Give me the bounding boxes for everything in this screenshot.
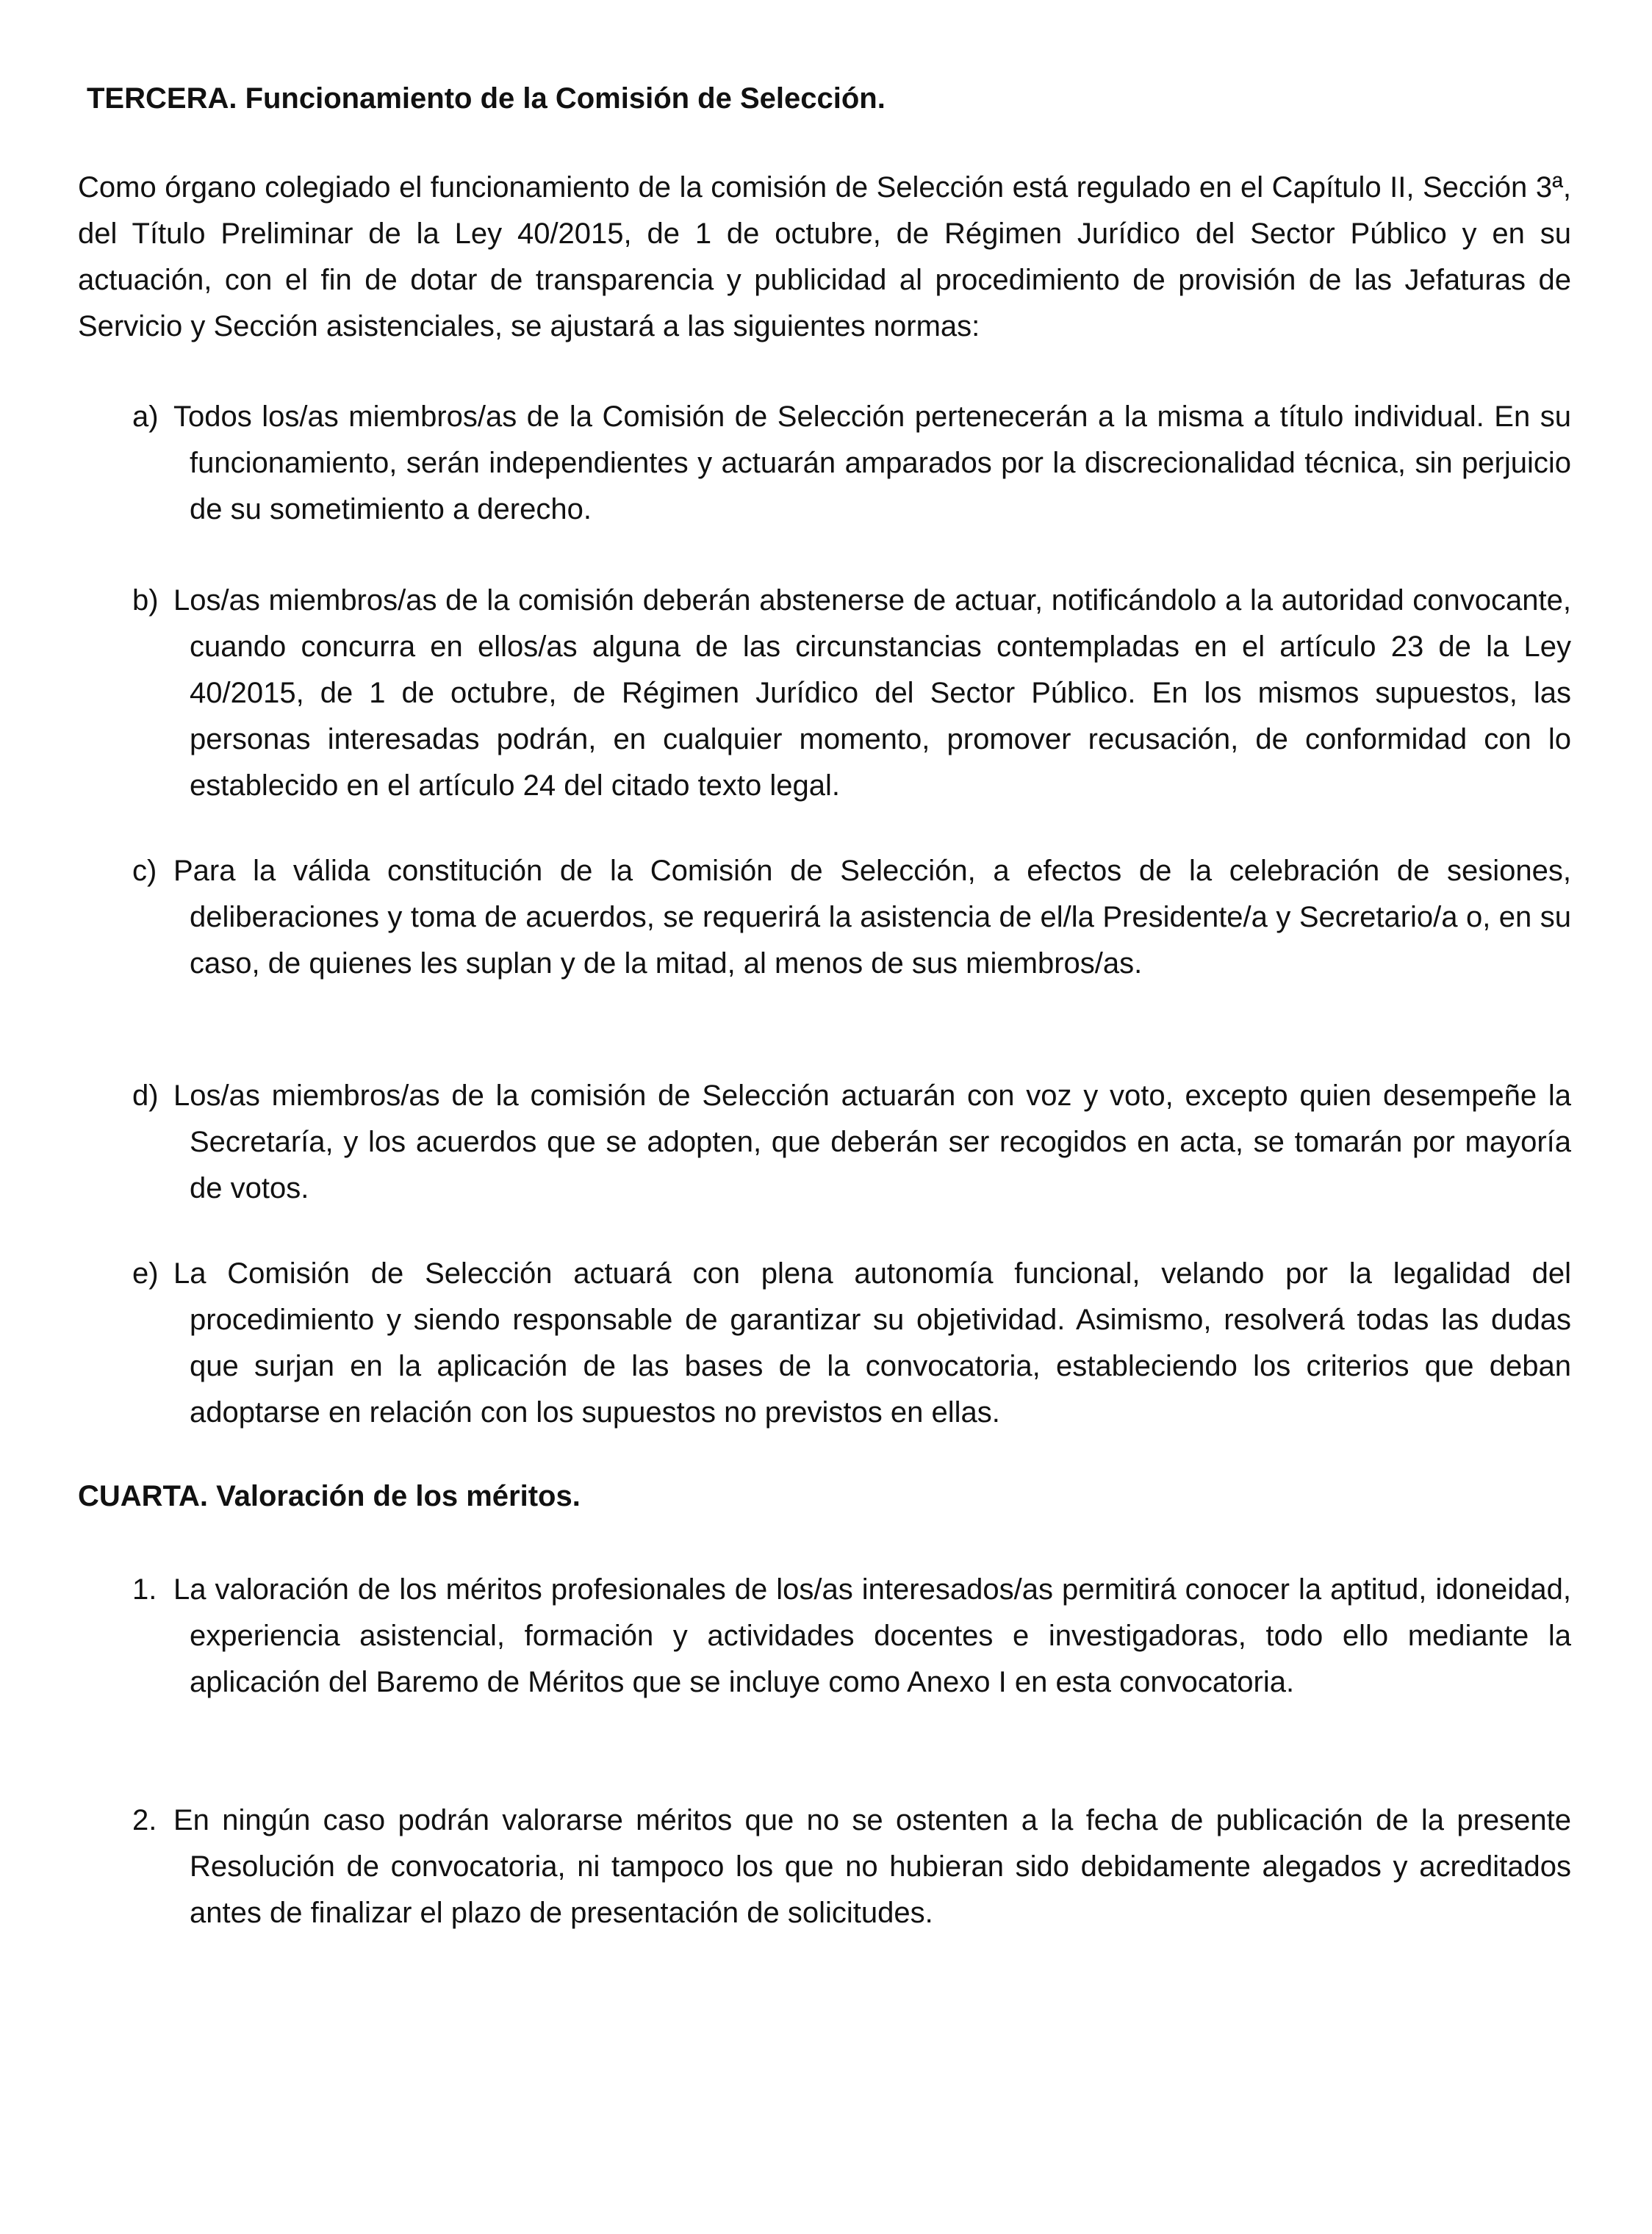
list-item-text: Los/as miembros/as de la comisión deberán abstenerse de actuar, notificándolo a la autoridad convocante, cuando concurra en ellos/as alguna de las circunstancias contempladas en el artículo 23 de la Ley 40/2015, de 1 de octubre, de Régimen Jurídico del Sector Público. En los mismos supuestos, las personas interesadas podrán, en cualquier momento, promover recusación, de conformidad con lo establecido en el artículo 24 del citado texto legal.: [173, 584, 1571, 802]
list-item-1: [132, 1567, 1571, 1706]
list-item-text: Para la válida constitución de la Comisión de Selección, a efectos de la celebración de sesiones, deliberaciones y toma de acuerdos, se requerirá la asistencia de el/la Presidente/a y Secretario/a o, en su caso, de quienes les suplan y de la mitad, al menos de sus miembros/as.: [173, 855, 1571, 980]
list-item-text: La Comisión de Selección actuará con plena autonomía funcional, velando por la legalidad del procedimiento y siendo responsable de garantizar su objetividad. Asimismo, resolverá todas las dudas que surjan en la aplicación de las bases de la convocatoria, estableciendo los criterios que deban adoptarse en relación con los supuestos no previstos en ellas.: [173, 1257, 1571, 1429]
list-item-e: [132, 1251, 1571, 1436]
list-item-2: [132, 1797, 1571, 1936]
list-marker: d): [132, 1080, 159, 1112]
section-tercera-title: TERCERA. Funcionamiento de la Comisión de Selección.: [87, 82, 886, 115]
list-item-text: En ningún caso podrán valorarse méritos que no se ostenten a la fecha de publicación de la presente Resolución de convocatoria, ni tampoco los que no hubieran sido debidamente alegados y acreditados antes de finalizar el plazo de presentación de solicitudes.: [173, 1804, 1571, 1929]
list-item-d: [132, 1073, 1571, 1212]
list-item-b: [132, 578, 1571, 809]
section-tercera-intro: Como órgano colegiado el funcionamiento de la comisión de Selección está regulado en el Capítulo II, Sección 3ª, del Título Preliminar de la Ley 40/2015, de 1 de octubre, de Régimen Jurídico del Sector Público y en su actuación, con el fin de dotar de transparencia y publicidad al procedimiento de provisión de las Jefaturas de Servicio y Sección asistenciales, se ajustará a las siguientes normas:: [78, 171, 1571, 342]
list-marker: b): [132, 584, 159, 617]
list-marker: e): [132, 1257, 159, 1290]
list-item-c: [132, 848, 1571, 987]
section-cuarta-title: CUARTA. Valoración de los méritos.: [78, 1480, 581, 1512]
list-marker: 1.: [132, 1573, 157, 1606]
list-item-text: Todos los/as miembros/as de la Comisión de Selección pertenecerán a la misma a título individual. En su funcionamiento, serán independientes y actuarán amparados por la discrecionalidad técnica, sin perjuicio de su sometimiento a derecho.: [173, 401, 1571, 525]
list-item-a: [132, 394, 1571, 533]
list-marker: 2.: [132, 1804, 157, 1836]
list-marker: c): [132, 855, 157, 887]
list-item-text: La valoración de los méritos profesionales de los/as interesados/as permitirá conocer la aptitud, idoneidad, experiencia asistencial, formación y actividades docentes e investigadoras, todo ello mediante la aplicación del Baremo de Méritos que se incluye como Anexo I en esta convocatoria.: [173, 1573, 1571, 1698]
list-item-text: Los/as miembros/as de la comisión de Selección actuarán con voz y voto, excepto quien desempeñe la Secretaría, y los acuerdos que se adopten, que deberán ser recogidos en acta, se tomarán por mayoría de votos.: [173, 1080, 1571, 1204]
list-marker: a): [132, 401, 159, 433]
